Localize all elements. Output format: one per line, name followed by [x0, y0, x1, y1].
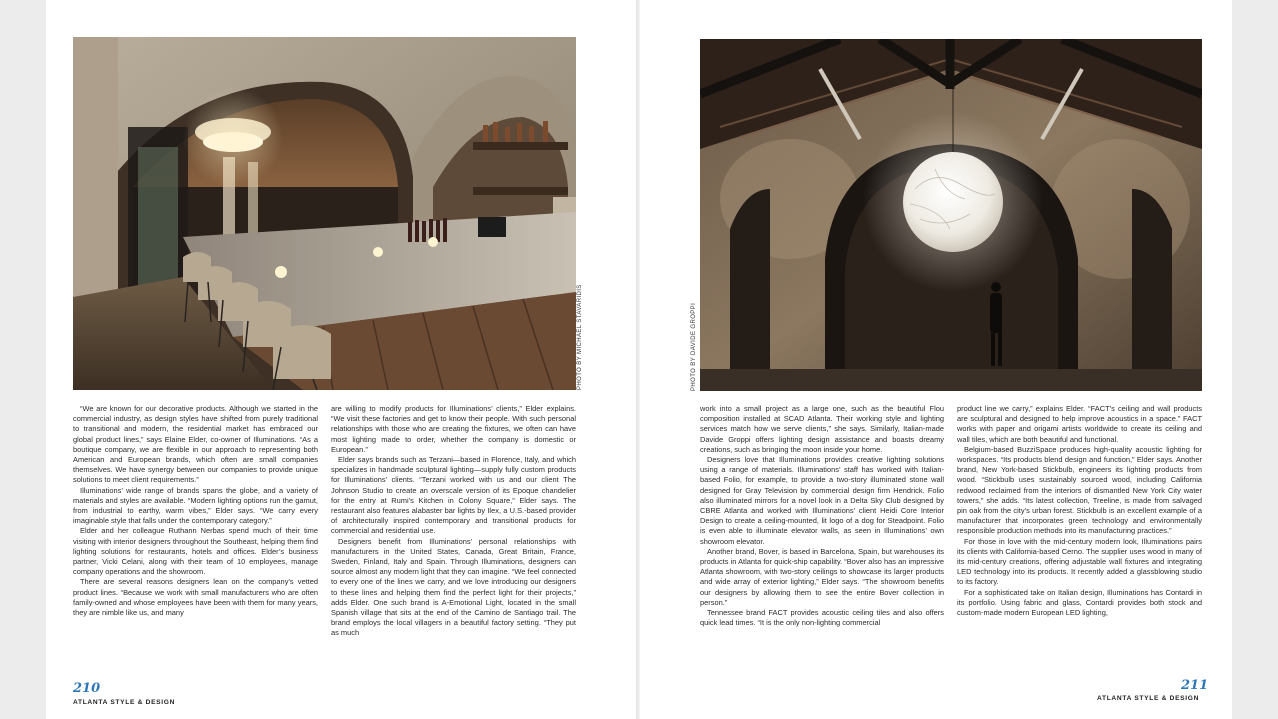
right-page-number: 211	[1181, 678, 1209, 693]
paragraph: work into a small project as a large one, such as the beautiful Flou composition installed at SCAD Atlanta. Their working style and lighting services match how we serve clients,” she says. Similarly, Italian-made Davide Groppi offers lighting design assistance and boasts dreamy creations, such as bringing the moon inside your home.	[700, 404, 944, 454]
right-magazine-name: ATLANTA STYLE & DESIGN	[1097, 695, 1200, 702]
paragraph: There are several reasons designers lean on the company’s vetted product lines. “Because we work with small manufacturers who are often family-owned and whose employees have been with them for many years, they are nimble like us, and many	[73, 577, 318, 618]
paragraph: product line we carry,” explains Elder. “FACT’s ceiling and wall products are sculptural and designed to help improve acoustics in a space.” FACT works with paper and origami artists worldwide to create its ceiling and wall tiles, which are both beautiful and functional.	[957, 404, 1202, 444]
left-magazine-name: ATLANTA STYLE & DESIGN	[73, 699, 176, 706]
paragraph: “We are known for our decorative products. Although we started in the commercial industry, as design styles have shifted from purely traditional to transitional and modern, the residential market has embraced our global product lines,” says Elaine Elder, co-owner of Illuminations. “As a boutique company, we are flexible in our approach to representing both American and European brands, which often are small companies themselves. We have synergy between our companies to provide unique solutions to meet client requirements.”	[73, 404, 318, 485]
paragraph: Belgium-based BuzziSpace produces high-quality acoustic lighting for workspaces. “Its products blend design and function,” Elder says. Another brand, New York-based Stickbulb, engineers its lighting products from wood. “Stickbulb uses sustainably sourced wood, including California redwood reclaimed from the interiors of dismantled New York City water towers,” she adds. “Its latest collection, Treeline, is made from salvaged pin oak from the city’s urban forest. Stickbulb is an excellent example of a manufacturer that incorporates green technology and environmentally responsible production methods into its manufacturing practices.”	[957, 444, 1202, 536]
paragraph: Elder and her colleague Ruthann Nerbas spend much of their time visiting with interior designers throughout the Southeast, helping them find lighting solutions for restaurants, hotels and offices. Elder’s business partner, Vicki Celani, along with their team of 10 employees, manage company operations and the showroom.	[73, 526, 318, 577]
spread-gutter	[636, 0, 640, 719]
paragraph: For a sophisticated take on Italian design, Illuminations has Contardi in its portfolio. Using fabric and glass, Contardi provides both stock and custom-made modern European LED lighting,	[957, 587, 1202, 618]
right-text-column-2	[957, 404, 1202, 660]
paragraph: For those in love with the mid-century modern look, Illuminations pairs its clients with California-based Cerno. The supplier uses wood in many of its mid-century creations, offering adjustable wall fixtures and integrating LED technology into its products. It recently added a glassblowing studio to its factory.	[957, 536, 1202, 587]
left-photo-credit: PHOTO BY MICHAEL STAVARIDIS	[577, 284, 583, 390]
right-photo-credit: PHOTO BY DAVIDE GROPPI	[691, 302, 697, 391]
paragraph: are willing to modify products for Illuminations’ clients,” Elder explains. “We visit these factories and get to know their people. With such personal relationships with those who are creating the fixtures, we often can have most lighting made to order, whether the company is domestic or European.”	[331, 404, 576, 454]
paragraph: Another brand, Bover, is based in Barcelona, Spain, but warehouses its products in Atlanta for quick-ship capability. “Bover also has an impressive Atlanta showroom, with two-story ceilings to showcase its larger products and wide array of exterior lighting,” Elder says. “The showroom benefits our designers by allowing them to see the entire Bover collection in person.”	[700, 546, 944, 607]
paragraph: Elder says brands such as Terzani—based in Florence, Italy, and which specializes in handmade sculptural lighting—supply fully custom products for Illuminations’ clients. “Terzani worked with us and our client The Johnson Studio to create an overscale version of its Epoque chandelier for the entry at Rumi’s Kitchen in Colony Square,” Elder says. The restaurant also features alabaster bar lights by Ilex, a U.S.-based provider of architecturally inspired contemporary and transitional products for commercial and residential use.	[331, 455, 576, 536]
bar-interior-photo	[73, 37, 576, 390]
left-text-column-1	[73, 404, 318, 660]
paragraph: Illuminations’ wide range of brands spans the globe, and a variety of materials and styles are available. “Modern lighting options run the gamut, from industrial to earthy, warm vibes,” Elder says. “We carry every imaginable style that falls under the contemporary category.”	[73, 485, 318, 526]
left-text-column-2	[331, 404, 576, 660]
right-text-column-1	[700, 404, 944, 660]
paragraph: Designers benefit from Illuminations’ personal relationships with manufacturers in the United States, Canada, Great Britain, France, Sweden, Finland, Italy and Spain. Through Illuminations, designers can source almost any modern light that they can imagine. “We feel connected to every one of the lines we carry, and we love introducing our designers to these lines and helping them find the perfect light for their projects,” adds Elder. One such brand is A-Emotional Light, located in the small Spanish village that sits at the end of the Camino de Santiago trail. The brand employs the local villagers in a beautiful factory setting. “They put as much	[331, 536, 576, 638]
paragraph: Tennessee brand FACT provides acoustic ceiling tiles and also offers quick lead times. “It is the only non-lighting commercial	[700, 608, 944, 628]
left-page-number: 210	[73, 681, 101, 696]
moon-light-photo	[700, 39, 1202, 391]
paragraph: Designers love that Illuminations provides creative lighting solutions using a range of materials. Illuminations’ staff has worked with Italian-based Folio, for example, to provide a two-story illuminated stone wall designed for Gray Television by commercial design firm Hendrick. Folio also illuminated mirrors for a novel look in a Delta Sky Club designed by CBRE Atlanta and worked with Illuminations’ client Heidi Core Interior Design to create a ceiling-mounted, lit logo of a dog for Steadpoint. Folio is even able to illuminate elevator walls, as seen in Illuminations’ own showroom elevator.	[700, 455, 944, 546]
